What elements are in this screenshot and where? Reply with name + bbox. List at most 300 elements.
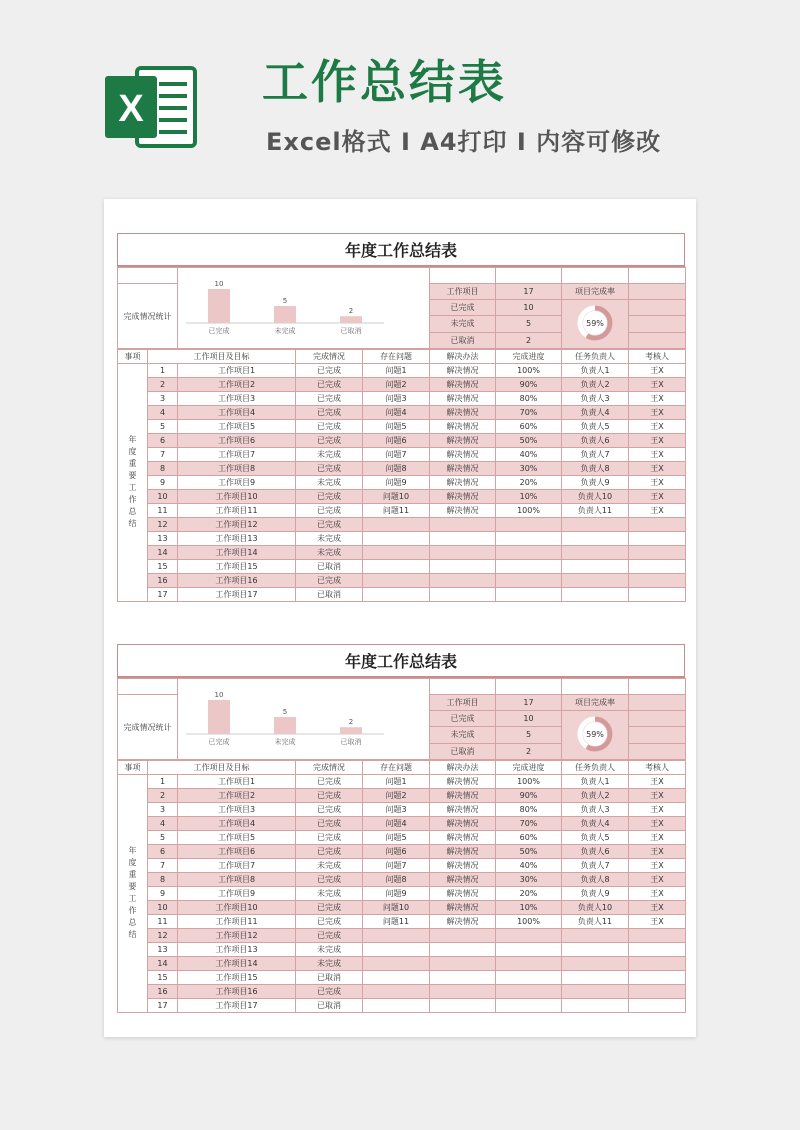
cell-item: 工作项目8 (178, 462, 296, 476)
cell-progress: 100% (496, 915, 562, 929)
cell-no: 8 (148, 462, 178, 476)
cell-item: 工作项目11 (178, 504, 296, 518)
cell-issue: 问题8 (363, 462, 430, 476)
cell-no: 16 (148, 574, 178, 588)
column-header: 完成进度 (496, 350, 562, 364)
cell-solution (430, 560, 496, 574)
cell-item: 工作项目10 (178, 490, 296, 504)
stat-value: 5 (496, 727, 562, 743)
rate-label: 项目完成率 (562, 284, 629, 300)
cell-owner (562, 971, 629, 985)
cell-progress (496, 999, 562, 1013)
cell-status: 已完成 (296, 504, 363, 518)
cell-progress: 60% (496, 831, 562, 845)
column-header: 考核人 (629, 350, 686, 364)
cell-issue (363, 546, 430, 560)
cell-solution: 解决情况 (430, 831, 496, 845)
detail-table (117, 760, 686, 1013)
cell-owner: 负责人5 (562, 831, 629, 845)
cell-issue: 问题1 (363, 775, 430, 789)
stat-label: 未完成 (430, 316, 496, 332)
table-row (118, 574, 686, 588)
stat-value: 10 (496, 300, 562, 316)
stat-label: 未完成 (430, 727, 496, 743)
table-row (118, 957, 686, 971)
cell-item: 工作项目5 (178, 420, 296, 434)
cell-solution (430, 929, 496, 943)
stat-label: 已完成 (430, 300, 496, 316)
cell-item: 工作项目9 (178, 476, 296, 490)
cell-owner: 负责人9 (562, 887, 629, 901)
stat-value: 17 (496, 284, 562, 300)
cell-issue (363, 971, 430, 985)
cell-issue: 问题10 (363, 490, 430, 504)
cell-no: 9 (148, 476, 178, 490)
cell-issue: 问题7 (363, 448, 430, 462)
stat-value: 5 (496, 316, 562, 332)
column-header: 存在问题 (363, 761, 430, 775)
cell-status: 已完成 (296, 803, 363, 817)
cell-progress: 10% (496, 490, 562, 504)
cell-progress (496, 943, 562, 957)
cell-issue: 问题2 (363, 789, 430, 803)
cell-solution (430, 532, 496, 546)
cell-reviewer: 王X (629, 789, 686, 803)
cell-no: 8 (148, 873, 178, 887)
cell-reviewer: 王X (629, 420, 686, 434)
cell-no: 12 (148, 518, 178, 532)
cell-progress: 40% (496, 448, 562, 462)
cell-issue (363, 588, 430, 602)
table-row (118, 999, 686, 1013)
cell-owner: 负责人6 (562, 845, 629, 859)
cell-no: 7 (148, 859, 178, 873)
cell-no: 16 (148, 985, 178, 999)
cell-owner (562, 999, 629, 1013)
stat-value: 2 (496, 743, 562, 759)
cell-reviewer (629, 574, 686, 588)
cell-solution: 解决情况 (430, 448, 496, 462)
chart-bar (208, 289, 230, 323)
table-row (118, 915, 686, 929)
cell-progress (496, 929, 562, 943)
cell-owner (562, 518, 629, 532)
cell-reviewer (629, 971, 686, 985)
cell-item: 工作项目8 (178, 873, 296, 887)
cell-item: 工作项目7 (178, 448, 296, 462)
cell-issue: 问题7 (363, 859, 430, 873)
cell-solution: 解决情况 (430, 434, 496, 448)
chart-data-label: 5 (282, 297, 288, 305)
cell-item: 工作项目1 (178, 364, 296, 378)
cell-solution: 解决情况 (430, 420, 496, 434)
excel-logo-icon (103, 62, 201, 152)
cell-status: 已完成 (296, 831, 363, 845)
cell-item: 工作项目7 (178, 859, 296, 873)
table-row (118, 971, 686, 985)
cell-no: 11 (148, 915, 178, 929)
table-row (118, 588, 686, 602)
cell-progress: 20% (496, 476, 562, 490)
cell-solution: 解决情况 (430, 789, 496, 803)
cell-progress (496, 560, 562, 574)
cell-issue: 问题8 (363, 873, 430, 887)
cell-status: 已完成 (296, 364, 363, 378)
cell-progress: 30% (496, 873, 562, 887)
cell-no: 1 (148, 364, 178, 378)
cell-issue: 问题11 (363, 504, 430, 518)
cell-status: 已完成 (296, 462, 363, 476)
cell-progress: 10% (496, 901, 562, 915)
column-header: 存在问题 (363, 350, 430, 364)
cell-reviewer: 王X (629, 364, 686, 378)
cell-item: 工作项目16 (178, 985, 296, 999)
rate-gauge-cell (562, 711, 629, 760)
column-header: 解决办法 (430, 761, 496, 775)
stat-label: 工作项目 (430, 284, 496, 300)
cell-status: 已完成 (296, 775, 363, 789)
cell-status: 已完成 (296, 490, 363, 504)
cell-status: 已取消 (296, 588, 363, 602)
cell-solution (430, 985, 496, 999)
section-label: 年度重要工作总结 (118, 775, 148, 1013)
chart-data-label: 5 (282, 708, 288, 716)
cell-progress: 70% (496, 817, 562, 831)
cell-reviewer: 王X (629, 490, 686, 504)
cell-owner: 负责人1 (562, 775, 629, 789)
column-header: 解决办法 (430, 350, 496, 364)
cell-issue: 问题3 (363, 803, 430, 817)
cell-reviewer: 王X (629, 845, 686, 859)
cell-item: 工作项目12 (178, 929, 296, 943)
chart-category-label: 已取消 (340, 738, 362, 746)
table-row (118, 873, 686, 887)
table-row (118, 364, 686, 378)
stat-value: 17 (496, 695, 562, 711)
cell-status: 未完成 (296, 957, 363, 971)
cell-status: 未完成 (296, 943, 363, 957)
cell-reviewer: 王X (629, 901, 686, 915)
table-row (118, 546, 686, 560)
cell-no: 6 (148, 434, 178, 448)
cell-status: 已完成 (296, 789, 363, 803)
cell-no: 1 (148, 775, 178, 789)
cell-issue (363, 957, 430, 971)
cell-no: 12 (148, 929, 178, 943)
cell-owner (562, 574, 629, 588)
cell-item: 工作项目10 (178, 901, 296, 915)
cell-progress: 100% (496, 504, 562, 518)
cell-progress: 70% (496, 406, 562, 420)
cell-reviewer: 王X (629, 476, 686, 490)
cell-status: 已完成 (296, 845, 363, 859)
cell-progress (496, 971, 562, 985)
cell-no: 13 (148, 532, 178, 546)
cell-solution (430, 943, 496, 957)
cell-issue (363, 560, 430, 574)
cell-status: 已完成 (296, 929, 363, 943)
cell-progress: 50% (496, 434, 562, 448)
cell-status: 已取消 (296, 560, 363, 574)
cell-no: 2 (148, 789, 178, 803)
summary-sheet (117, 233, 685, 602)
cell-reviewer: 王X (629, 775, 686, 789)
table-row (118, 789, 686, 803)
completion-chart-cell (178, 268, 430, 349)
cell-solution: 解决情况 (430, 504, 496, 518)
chart-category-label: 未完成 (274, 738, 296, 746)
cell-item: 工作项目16 (178, 574, 296, 588)
rate-label: 项目完成率 (562, 695, 629, 711)
cell-reviewer (629, 985, 686, 999)
cell-status: 未完成 (296, 476, 363, 490)
cell-progress: 30% (496, 462, 562, 476)
stat-value: 2 (496, 332, 562, 348)
cell-item: 工作项目9 (178, 887, 296, 901)
cell-no: 14 (148, 546, 178, 560)
cell-progress: 100% (496, 364, 562, 378)
cell-status: 已完成 (296, 915, 363, 929)
cell-status: 已完成 (296, 392, 363, 406)
cell-no: 13 (148, 943, 178, 957)
cell-owner: 负责人5 (562, 420, 629, 434)
cell-status: 已完成 (296, 434, 363, 448)
cell-owner: 负责人7 (562, 448, 629, 462)
header-project: 工作项目及目标 (148, 761, 296, 775)
cell-item: 工作项目17 (178, 999, 296, 1013)
cell-solution: 解决情况 (430, 859, 496, 873)
stat-label: 工作项目 (430, 695, 496, 711)
cell-progress: 80% (496, 392, 562, 406)
column-header: 完成进度 (496, 761, 562, 775)
cell-no: 11 (148, 504, 178, 518)
cell-no: 10 (148, 901, 178, 915)
table-row (118, 504, 686, 518)
cell-solution (430, 588, 496, 602)
cell-progress (496, 588, 562, 602)
cell-solution: 解决情况 (430, 378, 496, 392)
chart-data-label: 10 (214, 280, 224, 288)
chart-data-label: 2 (348, 718, 354, 727)
stats-label: 完成情况统计 (118, 284, 178, 349)
cell-reviewer (629, 999, 686, 1013)
cell-reviewer: 王X (629, 448, 686, 462)
cell-reviewer (629, 518, 686, 532)
chart-category-label: 未完成 (274, 327, 296, 335)
cell-status: 已完成 (296, 901, 363, 915)
cell-progress: 90% (496, 789, 562, 803)
cell-no: 3 (148, 392, 178, 406)
gauge-value: 59% (586, 730, 604, 739)
cell-no: 7 (148, 448, 178, 462)
cell-solution: 解决情况 (430, 915, 496, 929)
cell-owner: 负责人2 (562, 789, 629, 803)
cell-status: 已完成 (296, 420, 363, 434)
cell-no: 4 (148, 817, 178, 831)
cell-progress: 50% (496, 845, 562, 859)
cell-status: 已取消 (296, 999, 363, 1013)
stats-label: 完成情况统计 (118, 695, 178, 760)
sheet-title: 年度工作总结表 (117, 644, 685, 678)
cell-item: 工作项目2 (178, 378, 296, 392)
cell-reviewer (629, 560, 686, 574)
cell-solution: 解决情况 (430, 462, 496, 476)
header-project: 工作项目及目标 (148, 350, 296, 364)
cell-item: 工作项目14 (178, 957, 296, 971)
cell-solution (430, 546, 496, 560)
cell-solution: 解决情况 (430, 364, 496, 378)
completion-chart-cell (178, 679, 430, 760)
cell-item: 工作项目15 (178, 560, 296, 574)
cell-issue: 问题9 (363, 476, 430, 490)
cell-reviewer: 王X (629, 873, 686, 887)
cell-item: 工作项目3 (178, 803, 296, 817)
cell-issue: 问题6 (363, 845, 430, 859)
table-row (118, 845, 686, 859)
table-row (118, 420, 686, 434)
header-item: 事项 (118, 350, 148, 364)
cell-progress: 80% (496, 803, 562, 817)
cell-owner: 负责人4 (562, 406, 629, 420)
cell-reviewer (629, 546, 686, 560)
cell-solution (430, 971, 496, 985)
cell-status: 已完成 (296, 817, 363, 831)
chart-category-label: 已完成 (208, 738, 230, 746)
cell-progress: 40% (496, 859, 562, 873)
cell-no: 2 (148, 378, 178, 392)
promo-header (0, 0, 800, 190)
cell-issue: 问题5 (363, 420, 430, 434)
cell-progress: 20% (496, 887, 562, 901)
column-header: 考核人 (629, 761, 686, 775)
gauge-value: 59% (586, 319, 604, 328)
chart-category-label: 已完成 (208, 327, 230, 335)
stat-label: 已取消 (430, 332, 496, 348)
column-header: 任务负责人 (562, 350, 629, 364)
cell-reviewer: 王X (629, 434, 686, 448)
cell-solution (430, 574, 496, 588)
cell-reviewer: 王X (629, 859, 686, 873)
stat-value: 10 (496, 711, 562, 727)
logo-letter: X (118, 88, 144, 130)
cell-reviewer (629, 929, 686, 943)
cell-no: 15 (148, 971, 178, 985)
cell-status: 已取消 (296, 971, 363, 985)
table-row (118, 490, 686, 504)
cell-issue (363, 532, 430, 546)
summary-table (117, 267, 686, 349)
cell-no: 15 (148, 560, 178, 574)
cell-owner (562, 546, 629, 560)
table-row (118, 476, 686, 490)
cell-issue: 问题4 (363, 817, 430, 831)
cell-solution: 解决情况 (430, 803, 496, 817)
cell-issue: 问题9 (363, 887, 430, 901)
cell-issue (363, 518, 430, 532)
table-row (118, 985, 686, 999)
cell-solution (430, 957, 496, 971)
cell-progress: 90% (496, 378, 562, 392)
cell-reviewer: 王X (629, 504, 686, 518)
cell-progress (496, 985, 562, 999)
cell-status: 已完成 (296, 518, 363, 532)
chart-bar (340, 316, 362, 323)
cell-solution (430, 518, 496, 532)
cell-owner: 负责人2 (562, 378, 629, 392)
chart-bar (208, 700, 230, 734)
cell-item: 工作项目4 (178, 406, 296, 420)
cell-owner: 负责人9 (562, 476, 629, 490)
summary-table (117, 678, 686, 760)
table-row (118, 803, 686, 817)
cell-owner: 负责人10 (562, 490, 629, 504)
cell-item: 工作项目15 (178, 971, 296, 985)
cell-owner (562, 943, 629, 957)
cell-issue (363, 985, 430, 999)
stat-label: 已完成 (430, 711, 496, 727)
table-row (118, 859, 686, 873)
cell-issue: 问题3 (363, 392, 430, 406)
stat-label: 已取消 (430, 743, 496, 759)
banner-subtitle: Excel格式 I A4打印 I 内容可修改 (266, 128, 662, 156)
cell-item: 工作项目5 (178, 831, 296, 845)
cell-reviewer: 王X (629, 378, 686, 392)
cell-reviewer: 王X (629, 392, 686, 406)
cell-progress (496, 574, 562, 588)
table-row (118, 943, 686, 957)
cell-no: 17 (148, 588, 178, 602)
cell-solution: 解决情况 (430, 845, 496, 859)
chart-category-label: 已取消 (340, 327, 362, 335)
cell-item: 工作项目1 (178, 775, 296, 789)
table-row (118, 929, 686, 943)
cell-owner: 负责人3 (562, 803, 629, 817)
table-row (118, 817, 686, 831)
cell-reviewer (629, 943, 686, 957)
cell-item: 工作项目14 (178, 546, 296, 560)
cell-issue (363, 999, 430, 1013)
table-row (118, 462, 686, 476)
cell-owner: 负责人1 (562, 364, 629, 378)
cell-issue: 问题5 (363, 831, 430, 845)
cell-solution: 解决情况 (430, 406, 496, 420)
cell-owner: 负责人11 (562, 915, 629, 929)
cell-owner: 负责人8 (562, 873, 629, 887)
cell-item: 工作项目6 (178, 845, 296, 859)
table-row (118, 831, 686, 845)
cell-no: 5 (148, 831, 178, 845)
cell-owner (562, 985, 629, 999)
cell-reviewer: 王X (629, 817, 686, 831)
cell-progress: 60% (496, 420, 562, 434)
cell-owner (562, 929, 629, 943)
cell-issue (363, 929, 430, 943)
table-row (118, 406, 686, 420)
table-row (118, 518, 686, 532)
cell-solution: 解决情况 (430, 873, 496, 887)
cell-item: 工作项目6 (178, 434, 296, 448)
cell-status: 未完成 (296, 546, 363, 560)
cell-progress: 100% (496, 775, 562, 789)
banner-title: 工作总结表 (262, 55, 507, 109)
cell-item: 工作项目11 (178, 915, 296, 929)
cell-progress (496, 546, 562, 560)
cell-reviewer: 王X (629, 887, 686, 901)
cell-no: 3 (148, 803, 178, 817)
column-header: 完成情况 (296, 761, 363, 775)
cell-owner: 负责人6 (562, 434, 629, 448)
column-header: 完成情况 (296, 350, 363, 364)
